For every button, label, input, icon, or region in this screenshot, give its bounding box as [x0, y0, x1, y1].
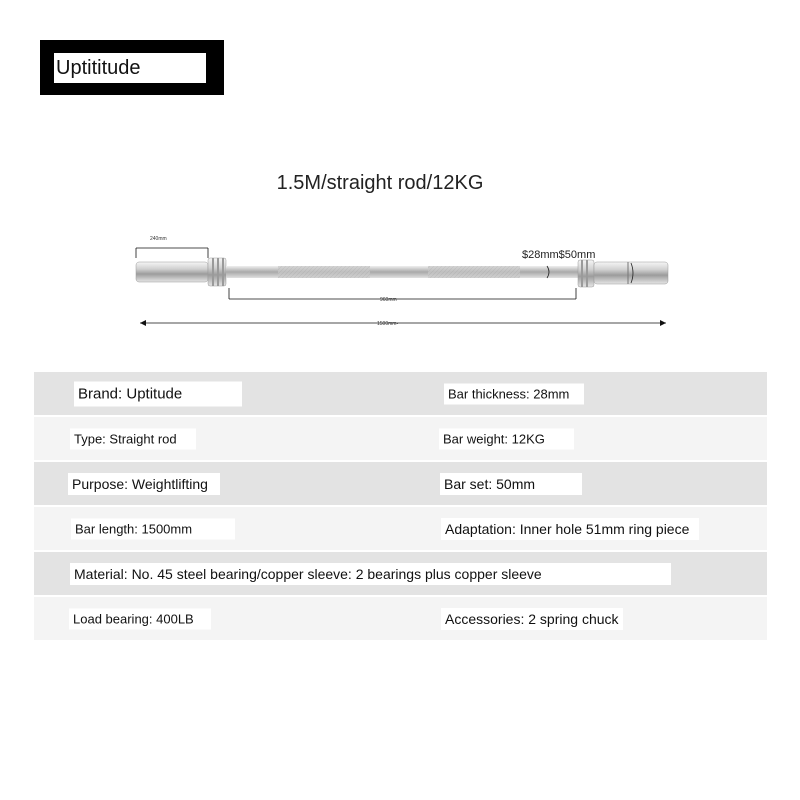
spec-row — [34, 462, 767, 507]
knurling-left — [278, 266, 370, 278]
spec-material: Material: No. 45 steel bearing/copper sleeve: 2 bearings plus copper sleeve — [70, 563, 671, 585]
spec-row — [34, 372, 767, 417]
spec-load-bearing: Load bearing: 400LB — [69, 608, 211, 629]
barbell-diagram — [0, 0, 800, 360]
spec-adaptation: Adaptation: Inner hole 51mm ring piece — [441, 518, 699, 540]
spec-row — [34, 417, 767, 462]
sleeve-length-label: 240mm — [150, 236, 167, 242]
left-sleeve — [136, 262, 208, 282]
knurling-right — [428, 266, 520, 278]
spec-bar-weight: Bar weight: 12KG — [439, 428, 574, 449]
right-sleeve — [594, 262, 668, 284]
spec-bar-length: Bar length: 1500mm — [71, 518, 235, 539]
spec-row — [34, 552, 767, 597]
spec-bar-set: Bar set: 50mm — [440, 473, 582, 495]
spec-purpose: Purpose: Weightlifting — [68, 473, 220, 495]
total-length-label: 1500mm- — [377, 321, 399, 327]
spec-row — [34, 507, 767, 552]
inner-length-label: 960mm — [380, 297, 397, 303]
diameter-label: $28mm$50mm — [522, 249, 596, 261]
brand-name: Uptititude — [54, 53, 206, 83]
spec-bar-thickness: Bar thickness: 28mm — [444, 383, 584, 404]
spec-row — [34, 597, 767, 642]
spec-brand: Brand: Uptitude — [74, 381, 242, 406]
spec-type: Type: Straight rod — [70, 428, 196, 449]
product-title: 1.5M/straight rod/12KG — [276, 172, 484, 194]
spec-table — [34, 372, 767, 642]
spec-accessories: Accessories: 2 spring chuck — [441, 608, 623, 630]
